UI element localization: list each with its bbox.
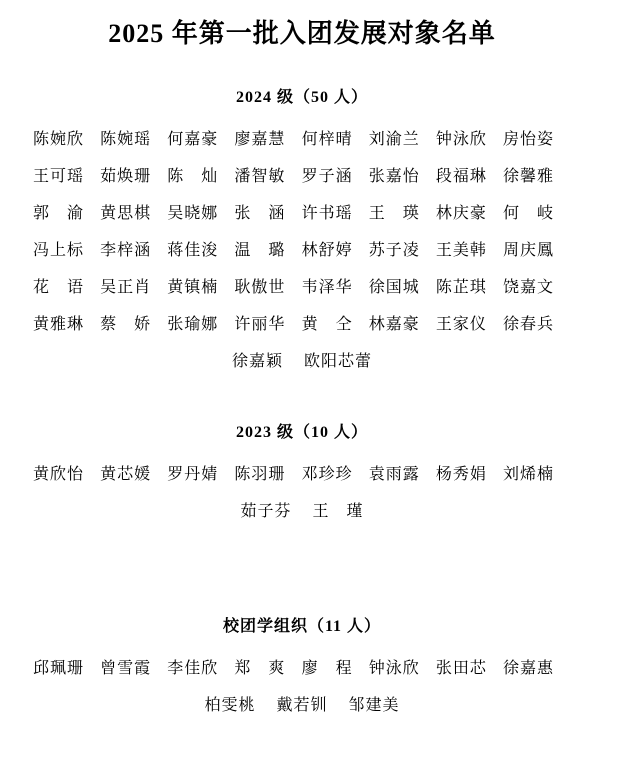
student-name: 耿傲世 bbox=[234, 279, 286, 296]
student-name: 戴若钏 bbox=[276, 697, 328, 714]
student-name: 饶嘉文 bbox=[502, 279, 554, 296]
student-name: 吴晓娜 bbox=[167, 205, 219, 222]
student-name: 何梓晴 bbox=[301, 131, 353, 148]
name-row bbox=[33, 454, 571, 491]
name-row bbox=[33, 491, 571, 528]
name-row bbox=[33, 304, 571, 341]
name-row bbox=[33, 193, 571, 230]
sections-container bbox=[33, 89, 571, 722]
section-rows bbox=[33, 454, 571, 528]
student-name: 潘智敏 bbox=[234, 168, 286, 185]
student-name: 徐春兵 bbox=[502, 316, 554, 333]
student-name: 林嘉豪 bbox=[368, 316, 420, 333]
student-name: 罗子涵 bbox=[301, 168, 353, 185]
student-name: 王 瑾 bbox=[312, 503, 364, 520]
student-name: 柏雯桃 bbox=[204, 697, 256, 714]
name-row bbox=[33, 685, 571, 722]
student-name: 李佳欣 bbox=[167, 660, 219, 677]
student-name: 陈羽珊 bbox=[234, 466, 286, 483]
student-name: 罗丹婧 bbox=[167, 466, 219, 483]
student-name: 钟泳欣 bbox=[368, 660, 420, 677]
name-row bbox=[33, 156, 571, 193]
student-name: 廖 程 bbox=[301, 660, 353, 677]
section-grade-2023 bbox=[33, 424, 571, 528]
student-name: 陈 灿 bbox=[167, 168, 219, 185]
student-name: 王 瑛 bbox=[368, 205, 420, 222]
student-name: 花 语 bbox=[33, 279, 85, 296]
student-name: 陈婉欣 bbox=[33, 131, 85, 148]
section-school-league-org bbox=[33, 618, 571, 722]
student-name: 刘渝兰 bbox=[368, 131, 420, 148]
student-name: 黄镇楠 bbox=[167, 279, 219, 296]
section-grade-2024 bbox=[33, 89, 571, 378]
student-name: 张嘉怡 bbox=[368, 168, 420, 185]
name-row bbox=[33, 119, 571, 156]
section-rows bbox=[33, 119, 571, 378]
name-row bbox=[33, 230, 571, 267]
student-name: 邓珍珍 bbox=[301, 466, 353, 483]
student-name: 王美韩 bbox=[435, 242, 487, 259]
student-name: 袁雨露 bbox=[368, 466, 420, 483]
student-name: 吴正肖 bbox=[100, 279, 152, 296]
student-name: 冯上标 bbox=[33, 242, 85, 259]
student-name: 郭 渝 bbox=[33, 205, 85, 222]
student-name: 林舒婷 bbox=[301, 242, 353, 259]
student-name: 许丽华 bbox=[234, 316, 286, 333]
student-name: 段福琳 bbox=[435, 168, 487, 185]
student-name: 黄芯媛 bbox=[100, 466, 152, 483]
student-name: 徐嘉颖 bbox=[231, 353, 283, 370]
student-name: 徐嘉惠 bbox=[502, 660, 554, 677]
name-row bbox=[33, 267, 571, 304]
student-name: 黄思棋 bbox=[100, 205, 152, 222]
student-name: 郑 爽 bbox=[234, 660, 286, 677]
text-column bbox=[33, 0, 571, 722]
student-name: 王可瑶 bbox=[33, 168, 85, 185]
student-name: 钟泳欣 bbox=[435, 131, 487, 148]
student-name: 廖嘉慧 bbox=[234, 131, 286, 148]
section-rows bbox=[33, 648, 571, 722]
student-name: 周庆鳳 bbox=[502, 242, 554, 259]
student-name: 曾雪霞 bbox=[100, 660, 152, 677]
student-name: 欧阳芯蕾 bbox=[304, 353, 373, 370]
student-name: 蔡 娇 bbox=[100, 316, 152, 333]
section-header: 2023 级（10 人） bbox=[235, 424, 368, 441]
student-name: 黄 仝 bbox=[301, 316, 353, 333]
student-name: 韦泽华 bbox=[301, 279, 353, 296]
student-name: 徐馨雅 bbox=[502, 168, 554, 185]
section-header: 2024 级（50 人） bbox=[235, 89, 368, 106]
student-name: 张 涵 bbox=[234, 205, 286, 222]
student-name: 何嘉豪 bbox=[167, 131, 219, 148]
student-name: 蒋佳浚 bbox=[167, 242, 219, 259]
student-name: 黄欣怡 bbox=[33, 466, 85, 483]
student-name: 邹建美 bbox=[348, 697, 400, 714]
name-row bbox=[33, 648, 571, 685]
student-name: 何 岐 bbox=[502, 205, 554, 222]
section-header: 校团学组织（11 人） bbox=[222, 618, 382, 635]
student-name: 茹焕珊 bbox=[100, 168, 152, 185]
student-name: 温 璐 bbox=[234, 242, 286, 259]
student-name: 李梓涵 bbox=[100, 242, 152, 259]
student-name: 王家仪 bbox=[435, 316, 487, 333]
student-name: 陈婉瑶 bbox=[100, 131, 152, 148]
student-name: 苏子凌 bbox=[368, 242, 420, 259]
student-name: 林庆豪 bbox=[435, 205, 487, 222]
student-name: 黄雅琳 bbox=[33, 316, 85, 333]
student-name: 邱珮珊 bbox=[33, 660, 85, 677]
student-name: 陈芷琪 bbox=[435, 279, 487, 296]
student-name: 张瑜娜 bbox=[167, 316, 219, 333]
student-name: 张田芯 bbox=[435, 660, 487, 677]
student-name: 许书瑶 bbox=[301, 205, 353, 222]
page-title: 2025 年第一批入团发展对象名单 bbox=[108, 19, 496, 48]
name-row bbox=[33, 341, 571, 378]
student-name: 房怡姿 bbox=[502, 131, 554, 148]
student-name: 杨秀娟 bbox=[435, 466, 487, 483]
student-name: 茹子芬 bbox=[240, 503, 292, 520]
student-name: 徐国城 bbox=[368, 279, 420, 296]
student-name: 刘烯楠 bbox=[502, 466, 554, 483]
